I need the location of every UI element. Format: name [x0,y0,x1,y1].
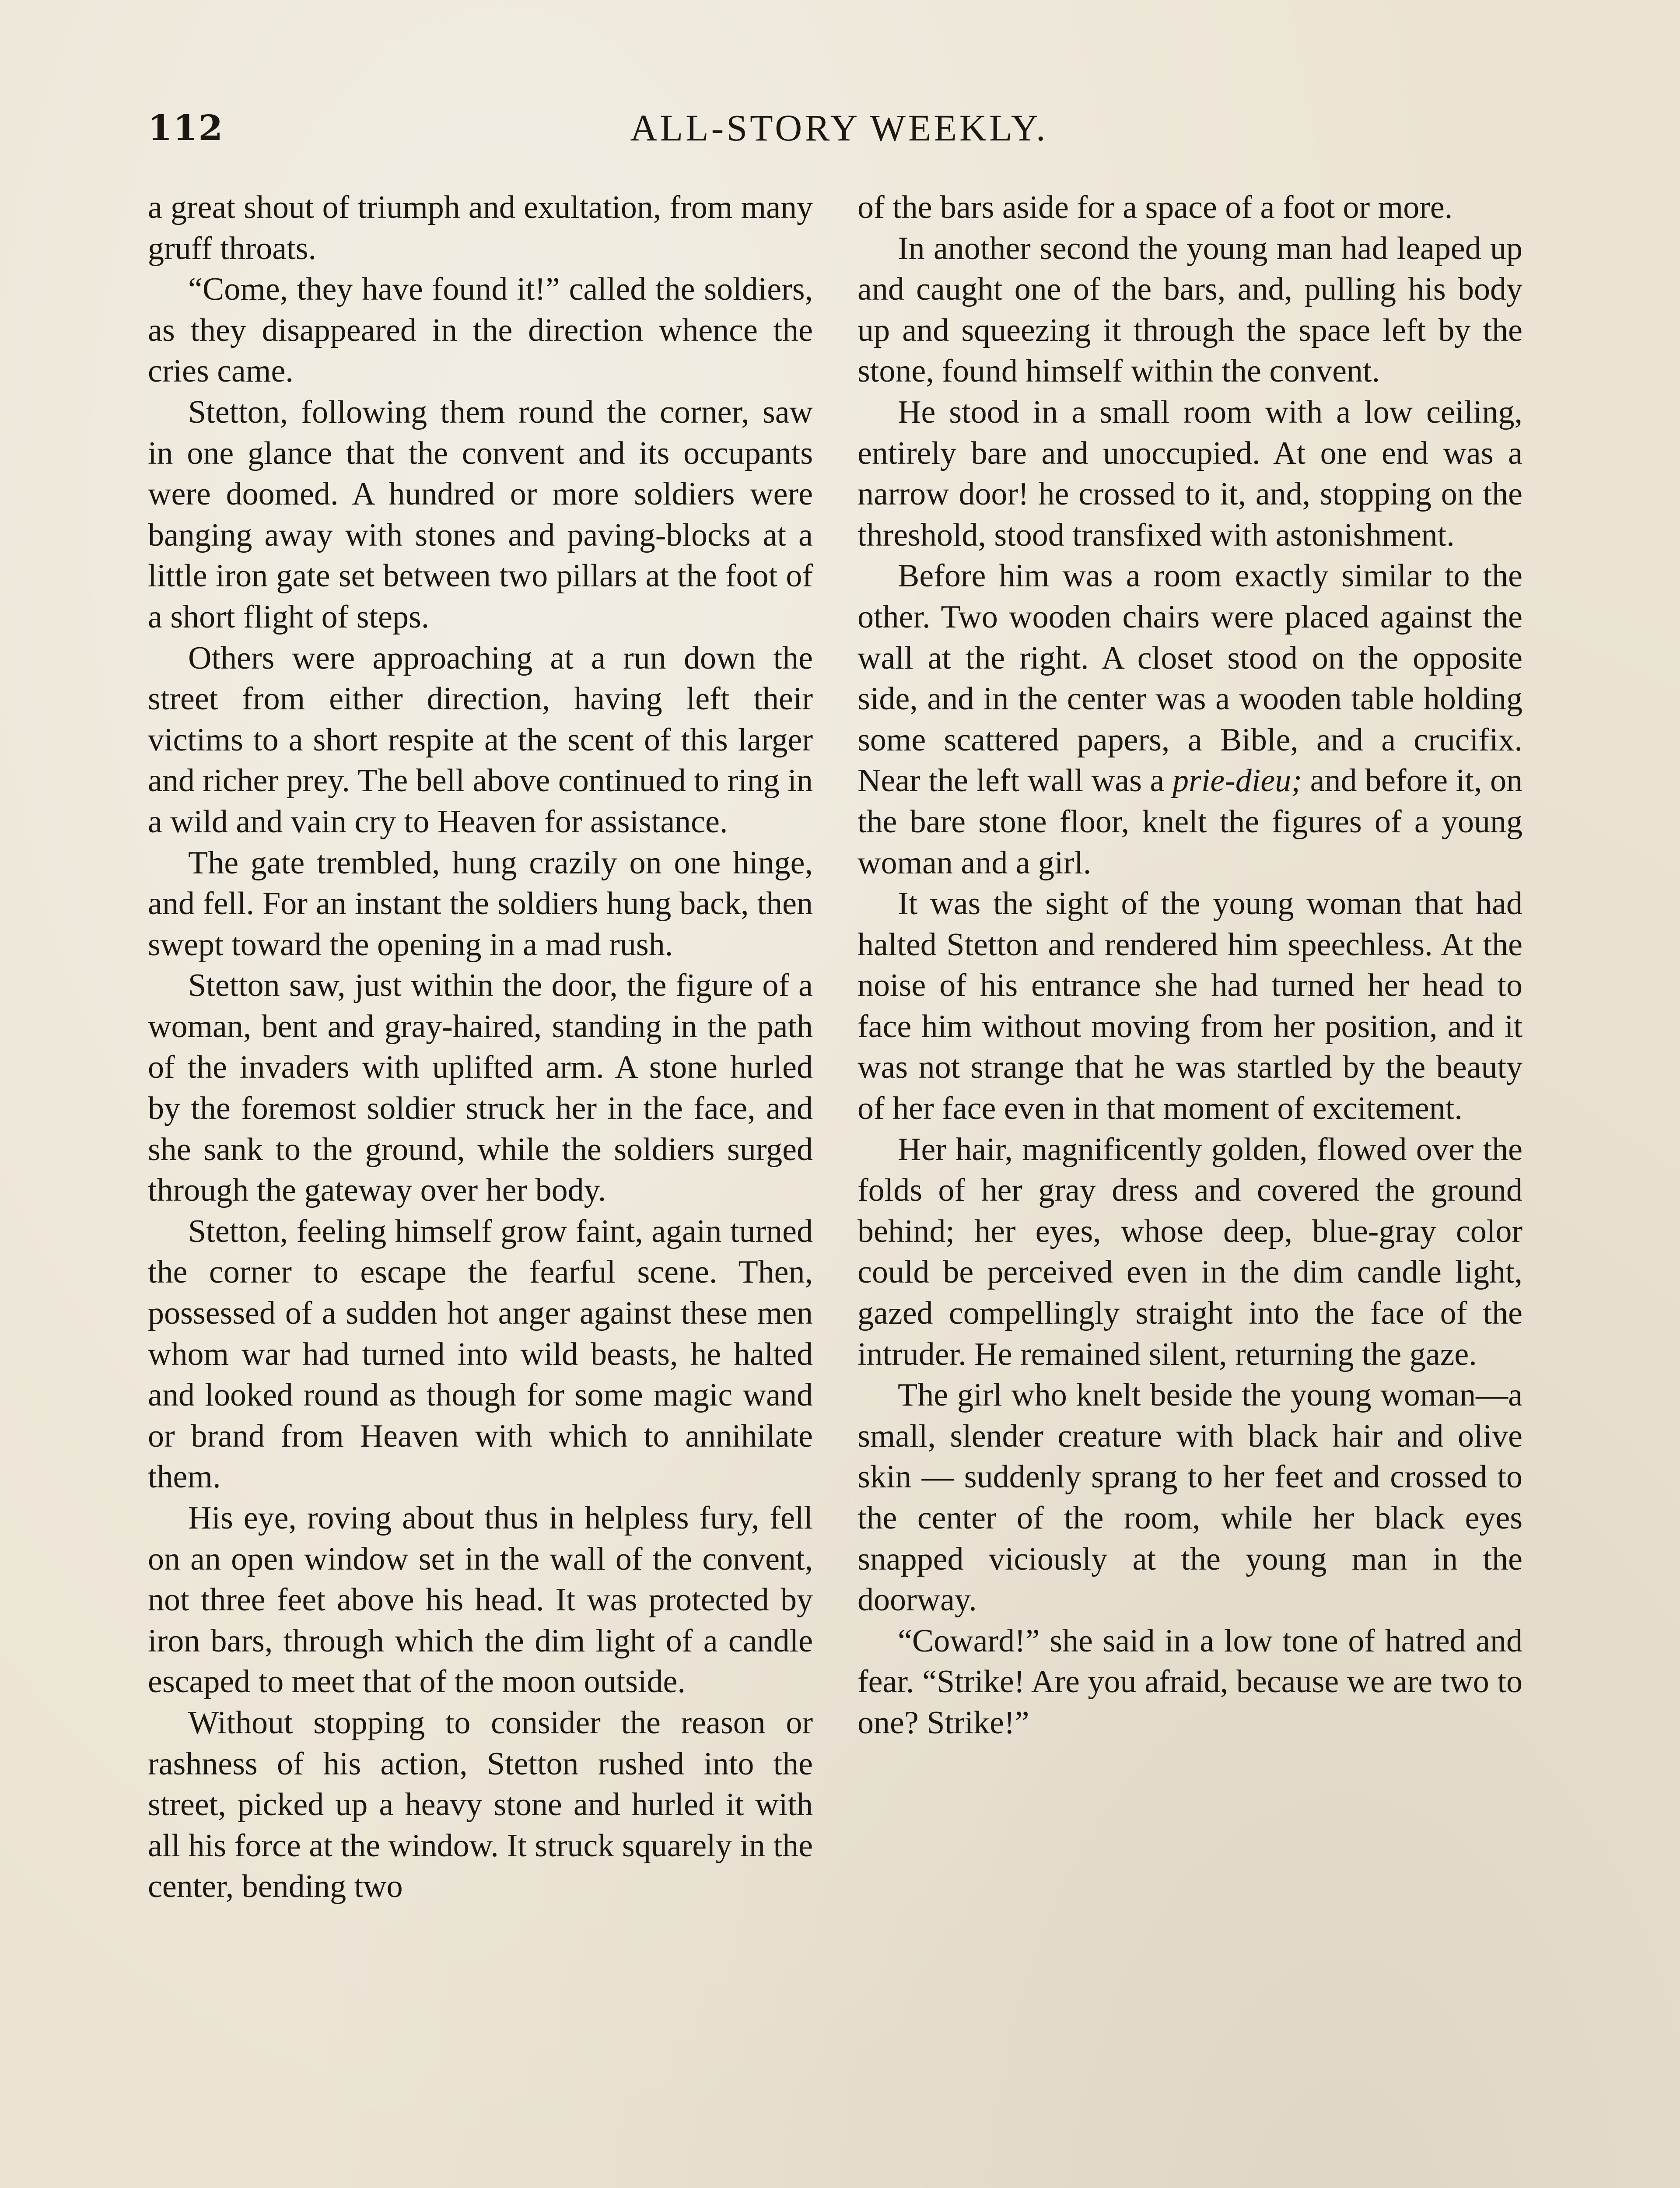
paragraph: of the bars aside for a space of a foot or more. [858,189,1453,225]
paragraph: Stetton, following them round the corner, saw in one glance that the convent and its occupants were doomed. A hundred or more soldiers were banging away with stones and paving-blocks at a little iron gate set between two pillars at the foot of a short flight of steps. [148,394,813,635]
paragraph-text: Before him was a room exactly similar to the other. Two wooden chairs were placed against the wall at the right. A closet stood on the opposite side, and in the center was a wooden table holding some scattered papers, a Bible, and a crucifix. Near the left wall was a [858,558,1522,799]
paragraph: He stood in a small room with a low ceiling, entirely bare and unoccupied. At one end was a narrow door! he crossed to it, and, stopping on the threshold, stood transfixed with astonishment. [858,394,1522,553]
paragraph-text: and before it, on the bare stone floor, knelt the figures of a young woman and a girl. [858,763,1522,881]
paragraph: The gate trembled, hung crazily on one hinge, and fell. For an instant the soldiers hung back, then swept toward the opening in a mad rush. [148,845,813,963]
paragraph: His eye, roving about thus in helpless fury, fell on an open window set in the wall of the convent, not three feet above his head. It was protected by iron bars, through which the dim light of a candle escaped to meet that of the moon outside. [148,1500,813,1700]
paragraph: Others were approaching at a run down the street from either direction, having left their victims to a short respite at the scent of this larger and richer prey. The bell above continued to ring in a wild and vain cry to Heaven for assistance. [148,640,813,840]
paragraph: Her hair, magnificently golden, flowed over the folds of her gray dress and covered the ground behind; her eyes, whose deep, blue-gray color could be perceived even in the dim candle light, gazed compellingly straight into the face of the intruder. He remained silent, returning the gaze. [858,1131,1522,1372]
magazine-title: ALL-STORY WEEKLY. [630,107,1048,149]
paragraph: It was the sight of the young woman that had halted Stetton and rendered him speechless. At the noise of his entrance she had turned her head to face him without moving from her position, and it was not strange that he was startled by the beauty of her face even in that moment of excitement. [858,886,1522,1127]
paragraph: The girl who knelt beside the young woman—a small, slender creature with black hair and olive skin — suddenly sprang to her feet and crossed to the center of the room, while her black eyes snapped viciously at the young man in the doorway. [858,1377,1522,1618]
paragraph: a great shout of triumph and exultation, from many gruff throats. [148,189,813,266]
paragraph [858,556,1522,884]
right-column [858,187,1522,1744]
paragraph: “Coward!” she said in a low tone of hatred and fear. “Strike! Are you afraid, because we are two to one? Strike!” [858,1623,1522,1741]
paragraph: Stetton saw, just within the door, the figure of a woman, bent and gray-haired, standing in the path of the invaders with uplifted arm. A stone hurled by the foremost soldier struck her in the face, and she sank to the ground, while the soldiers surged through the gateway over her body. [148,968,813,1209]
italic-term: prie-dieu; [1172,763,1302,799]
paragraph: “Come, they have found it!” called the soldiers, as they disappeared in the direction whence the cries came. [148,271,813,389]
paragraph: In another second the young man had leaped up and caught one of the bars, and, pulling his body up and squeezing it through the space left by the stone, found himself within the convent. [858,230,1522,389]
left-column [148,187,813,1907]
page-number: 112 [148,107,224,148]
paragraph: Without stopping to consider the reason or rashness of his action, Stetton rushed into the street, picked up a heavy stone and hurled it with all his force at the window. It struck squarely in the center, bending two [148,1704,813,1905]
running-head [148,102,1530,154]
paragraph: Stetton, feeling himself grow faint, again turned the corner to escape the fearful scene. Then, possessed of a sudden hot anger against these men whom war had turned into wild beasts, he halted and looked round as though for some magic wand or brand from Heaven with which to annihilate them. [148,1213,813,1495]
